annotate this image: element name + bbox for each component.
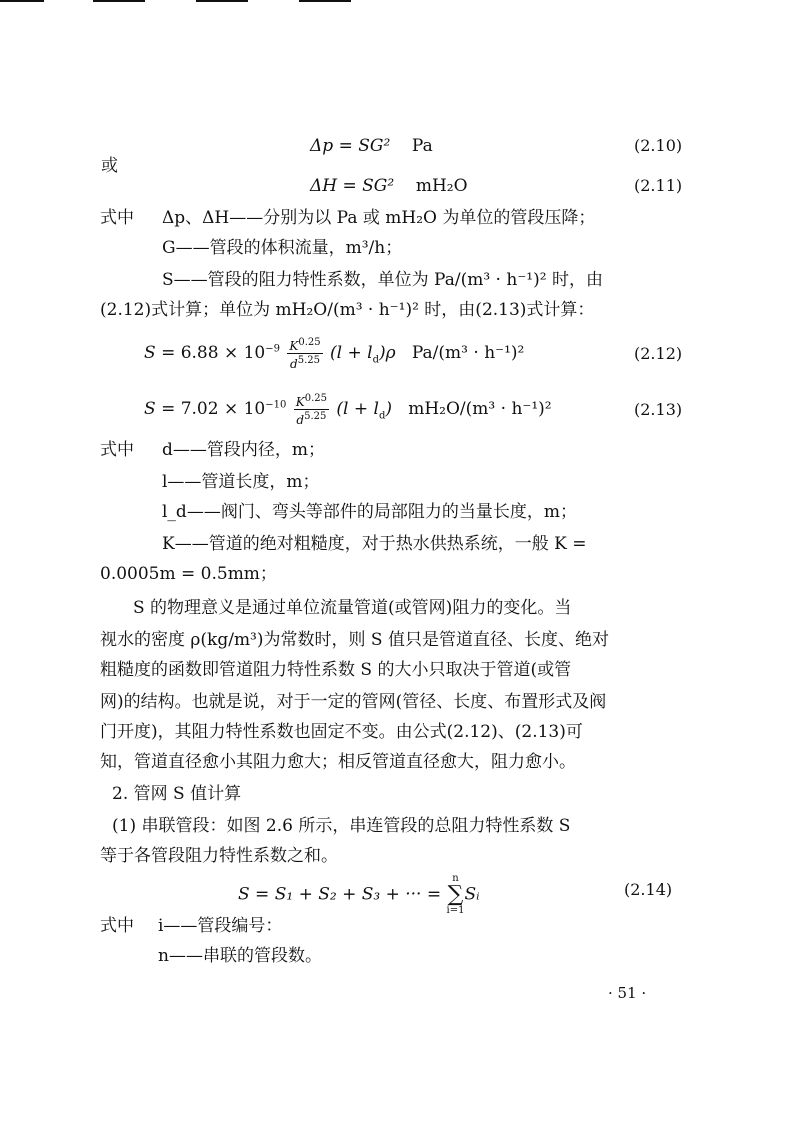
or-word: 或 — [101, 156, 118, 176]
eq-2-10-lhs: Δp — [310, 136, 334, 156]
summation-symbol — [447, 874, 465, 916]
eq-2-13-frac-den: $d^{5.25}$ — [296, 411, 327, 427]
eq-2-13-fraction — [294, 392, 329, 427]
defs3-label: 式中 — [100, 916, 134, 936]
eq-2-12-tail-sub: d — [372, 354, 380, 366]
sum-bottom: i=1 — [446, 905, 465, 916]
equation-2-12 — [144, 336, 524, 371]
eq-2-12-exp: −9 — [265, 343, 280, 355]
eq-2-13-unit: mH₂O/(m³ · h⁻¹)² — [408, 399, 552, 419]
para-line4: 网)的结构。也就是说，对于一定的管网(管径、长度、布置形式及阀 — [100, 692, 607, 712]
eq-2-12-frac-den: $d^{5.25}$ — [290, 355, 320, 371]
top-rule-1 — [0, 0, 44, 2]
defs2-line2: l——管道长度，m； — [162, 472, 320, 492]
eq-2-11-lhs: ΔH — [310, 176, 338, 196]
eq-2-12-tail: (l + l — [330, 343, 373, 363]
eq-2-12-lhs: S — [144, 343, 156, 363]
equation-2-11 — [310, 176, 468, 196]
eq-2-13-tail-end: ) — [385, 399, 393, 419]
eq-2-13-lhs: S — [144, 399, 156, 419]
defs1-line2: G——管段的体积流量，m³/h； — [162, 238, 403, 258]
page-number: · 51 · — [608, 984, 647, 1002]
equation-number-2-12: (2.12) — [634, 344, 683, 363]
defs1-label: 式中 — [100, 208, 134, 228]
defs3-line2: n——串联的管段数。 — [158, 946, 322, 966]
defs2-label: 式中 — [100, 440, 134, 460]
para-line2: 视水的密度 ρ(kg/m³)为常数时，则 S 值只是管道直径、长度、绝对 — [100, 630, 609, 650]
defs1-line3: S——管段的阻力特性系数，单位为 Pa/(m³ · h⁻¹)² 时，由 — [162, 270, 603, 290]
eq-2-12-frac-num: $K^{0.25}$ — [289, 337, 321, 353]
eq-2-13-tail: (l + l — [336, 399, 379, 419]
defs3-line1: i——管段编号： — [158, 916, 283, 936]
top-rule-4 — [299, 0, 351, 2]
equation-number-2-11: (2.11) — [634, 176, 683, 195]
top-rule-2 — [93, 0, 145, 2]
eq-2-14-text: S = S₁ + S₂ + S₃ + ··· = — [238, 884, 442, 905]
eq-2-11-rhs: = SG² — [342, 176, 395, 196]
eq-2-12-fraction — [287, 336, 322, 371]
eq-2-13-frac-num: $K^{0.25}$ — [295, 393, 327, 409]
section-line1: (1) 串联管段：如图 2.6 所示，串连管段的总阻力特性系数 S — [112, 816, 571, 836]
eq-2-14-term: Sᵢ — [464, 884, 480, 905]
sigma-icon: ∑ — [447, 882, 464, 907]
eq-2-13-coef: = 7.02 × 10 — [161, 399, 266, 419]
equation-2-14 — [238, 874, 480, 916]
defs2-line5: 0.0005m = 0.5mm； — [100, 564, 277, 584]
defs1-line1: Δp、ΔH——分别为以 Pa 或 mH₂O 为单位的管段压降； — [162, 208, 596, 228]
equation-2-13 — [144, 392, 552, 427]
equation-number-2-13: (2.13) — [634, 400, 683, 419]
sum-top: n — [452, 873, 459, 884]
eq-2-13-tail-sub: d — [378, 410, 386, 422]
para-line5: 门开度)，其阻力特性系数也固定不变。由公式(2.12)、(2.13)可 — [100, 722, 583, 742]
defs2-line3: l_d——阀门、弯头等部件的局部阻力的当量长度，m； — [162, 502, 577, 522]
para-line3: 粗糙度的函数即管道阻力特性系数 S 的大小只取决于管道(或管 — [100, 660, 572, 680]
eq-2-10-unit: Pa — [411, 136, 433, 156]
para-line1: S 的物理意义是通过单位流量管道(或管网)阻力的变化。当 — [133, 598, 572, 618]
eq-2-11-unit: mH₂O — [415, 176, 468, 196]
defs2-line4: K——管道的绝对粗糙度，对于热水供热系统，一般 K = — [162, 534, 587, 554]
equation-number-2-14: (2.14) — [624, 880, 673, 899]
eq-2-10-rhs: = SG² — [338, 136, 391, 156]
defs1-line4: (2.12)式计算；单位为 mH₂O/(m³ · h⁻¹)² 时，由(2.13)式计算： — [100, 300, 595, 320]
equation-2-10 — [310, 136, 433, 156]
eq-2-12-coef: = 6.88 × 10 — [161, 343, 266, 363]
eq-2-12-tail-end: )ρ — [379, 343, 396, 363]
eq-2-12-unit: Pa/(m³ · h⁻¹)² — [411, 343, 525, 363]
section-line2: 等于各管段阻力特性系数之和。 — [100, 846, 338, 866]
defs2-line1: d——管段内径，m； — [162, 440, 326, 460]
para-line6: 知，管道直径愈小其阻力愈大；相反管道直径愈大，阻力愈小。 — [100, 752, 576, 772]
eq-2-13-exp: −10 — [265, 399, 287, 411]
equation-number-2-10: (2.10) — [634, 136, 683, 155]
section-heading: 2. 管网 S 值计算 — [112, 784, 242, 804]
top-rule-3 — [196, 0, 248, 2]
